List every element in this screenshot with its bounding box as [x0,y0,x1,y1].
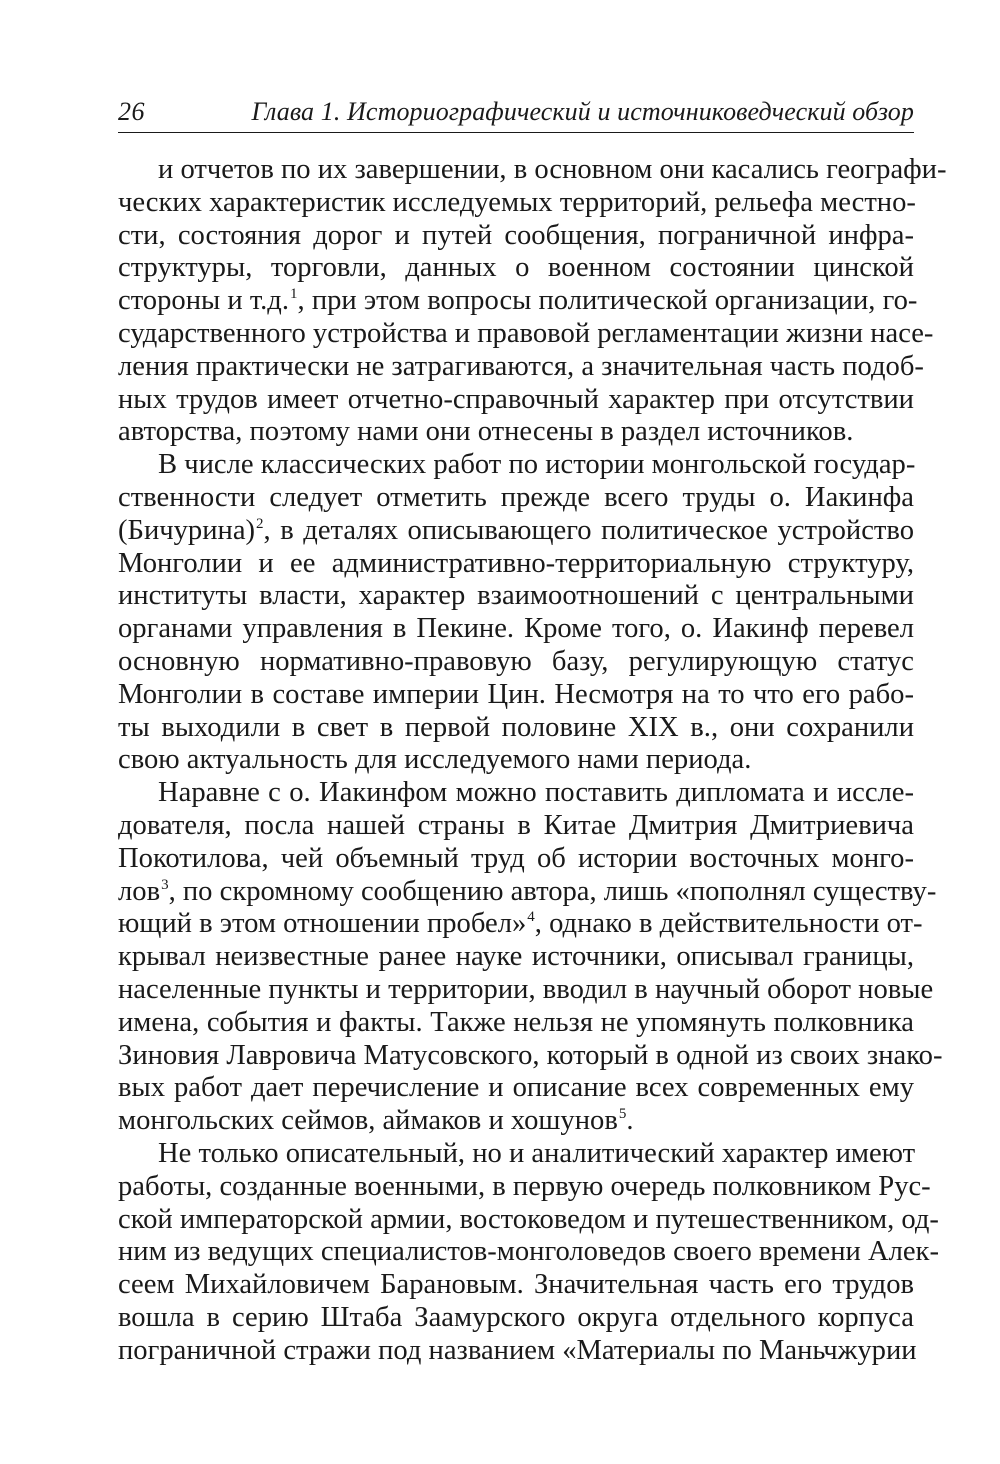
text-run: дователя, посла нашей страны в Китае Дмитрия Дмитриевича [118,809,914,841]
text-run: основную нормативно-правовую базу, регулирующую статус [118,645,914,677]
footnote-marker[interactable]: 4 [527,909,535,926]
text-run: и отчетов по их завершении, в основном они касались географи- [158,154,947,185]
text-line [118,973,934,1007]
text-line [118,1334,917,1368]
body-text [118,154,947,1367]
text-run: авторства, поэтому нами они отнесены в раздел источников. [118,416,854,448]
text-run: сударственного устройства и правовой регламентации жизни насе- [118,317,934,349]
text-line [118,646,914,679]
text-line [118,679,914,712]
text-line [118,350,924,384]
text-line [118,843,914,876]
header-rule [118,132,914,133]
text-line [118,908,923,941]
text-run: Зиновия Лавровича Матусовского, который в одной из своих знако- [118,1039,943,1071]
text-run: сти, состояния дорог и путей сообщения, пограничной инфра- [118,219,914,251]
text-run: (Бичурина) [118,514,256,546]
text-run: , по скромному сообщению автора, лишь «пополнял существу- [168,875,937,907]
text-run: Не только описательный, но и аналитический характер имеют [158,1137,916,1169]
text-line [118,810,914,843]
footnote-marker[interactable]: 3 [161,876,169,893]
text-run: населенные пункты и территории, вводил в научный оборот новые [118,973,934,1005]
text-run: ним из ведущих специалистов-монголоведов своего времени Алек- [118,1236,939,1268]
paragraph [118,154,947,449]
text-line [118,220,914,253]
chapter-title: Глава 1. Историографический и источниковедческий обзор [251,97,914,126]
text-run: В числе классических работ по истории монгольской государ- [158,449,916,481]
text-line [118,285,918,318]
text-line [118,1105,914,1138]
text-run: пограничной стражи под названием «Материалы по Маньчжурии [118,1334,917,1366]
text-line [118,1203,939,1237]
text-line [118,1170,931,1204]
text-line [118,449,914,482]
text-run: ственности следует отметить прежде всего труды о. Иакинфа [118,481,914,513]
text-run: вошла в серию Штаба Заамурского округа отдельного корпуса [118,1301,914,1333]
text-run: Монголии в составе империи Цин. Несмотря на то что его рабо- [118,678,914,710]
text-run: работы, созданные военными, в первую очередь полковником Рус- [118,1170,931,1202]
text-run: крывал неизвестные ранее науке источники, описывал границы, [118,941,914,973]
text-line [118,744,914,777]
text-line [118,1269,914,1302]
text-line [118,875,937,909]
text-line [118,187,914,220]
text-line [118,941,914,974]
text-run: ления практически не затрагиваются, а значительная часть подоб- [118,350,924,382]
text-line [118,1007,914,1040]
text-run: , при этом вопросы политической организации, го- [297,285,918,317]
text-run: лов [118,875,161,907]
text-line [118,154,947,187]
footnote-marker[interactable]: 2 [256,515,264,532]
text-run: ты выходили в свет в первой половине XIX в., они сохранили [118,711,914,743]
text-line [118,1236,939,1269]
text-run: имена, события и факты. Также нельзя не упомянуть полковника [118,1006,914,1038]
text-run: Монголии и ее административно-территориальную структуру, [118,547,914,579]
text-line [118,777,914,810]
text-run: Наравне с о. Иакинфом можно поставить дипломата и иссле- [158,777,914,809]
text-run: структуры, торговли, данных о военном состоянии цинской [118,252,914,284]
text-line [118,1072,914,1105]
text-run: Покотилова, чей объемный труд об истории восточных монго- [118,842,914,874]
paragraph [118,449,914,777]
text-run: органами управления в Пекине. Кроме того, о. Иакинф перевел [118,613,914,645]
text-line [118,384,914,417]
text-run: , в деталях описывающего политическое устройство [263,514,914,546]
text-line [118,1138,914,1171]
text-run: ных трудов имеет отчетно-справочный характер при отсутствии [118,383,914,415]
text-run: , однако в действительности от- [534,908,923,940]
text-run: ческих характеристик исследуемых территорий, рельефа местно- [118,186,916,218]
paragraph [118,1137,939,1368]
text-run: вых работ дает перечисление и описание всех современных ему [118,1072,914,1104]
text-run: свою актуальность для исследуемого нами периода. [118,744,752,776]
text-run: институты власти, характер взаимоотношений с центральными [118,580,914,612]
text-run: ющий в этом отношении пробел» [118,908,527,940]
page-number: 26 [118,97,145,126]
footnote-marker[interactable]: 5 [618,1106,627,1123]
text-line [118,613,914,646]
text-line [118,252,914,285]
text-run: монгольских сеймов, аймаков и хошунов [118,1105,618,1137]
text-line [118,317,934,351]
text-line [118,515,914,548]
text-run: стороны и т.д. [118,285,290,317]
text-line [118,548,914,581]
text-line [118,416,914,449]
text-run: сеем Михайловичем Барановым. Значительная часть его трудов [118,1269,914,1301]
text-line [118,580,914,613]
text-line [118,482,914,515]
footnote-marker[interactable]: 1 [290,286,298,303]
paragraph [118,777,943,1138]
text-line [118,712,914,745]
running-header [118,96,914,132]
text-run: . [626,1105,634,1137]
text-line [118,1039,943,1073]
text-line [118,1302,914,1335]
text-run: ской императорской армии, востоковедом и путешественником, од- [118,1203,939,1235]
